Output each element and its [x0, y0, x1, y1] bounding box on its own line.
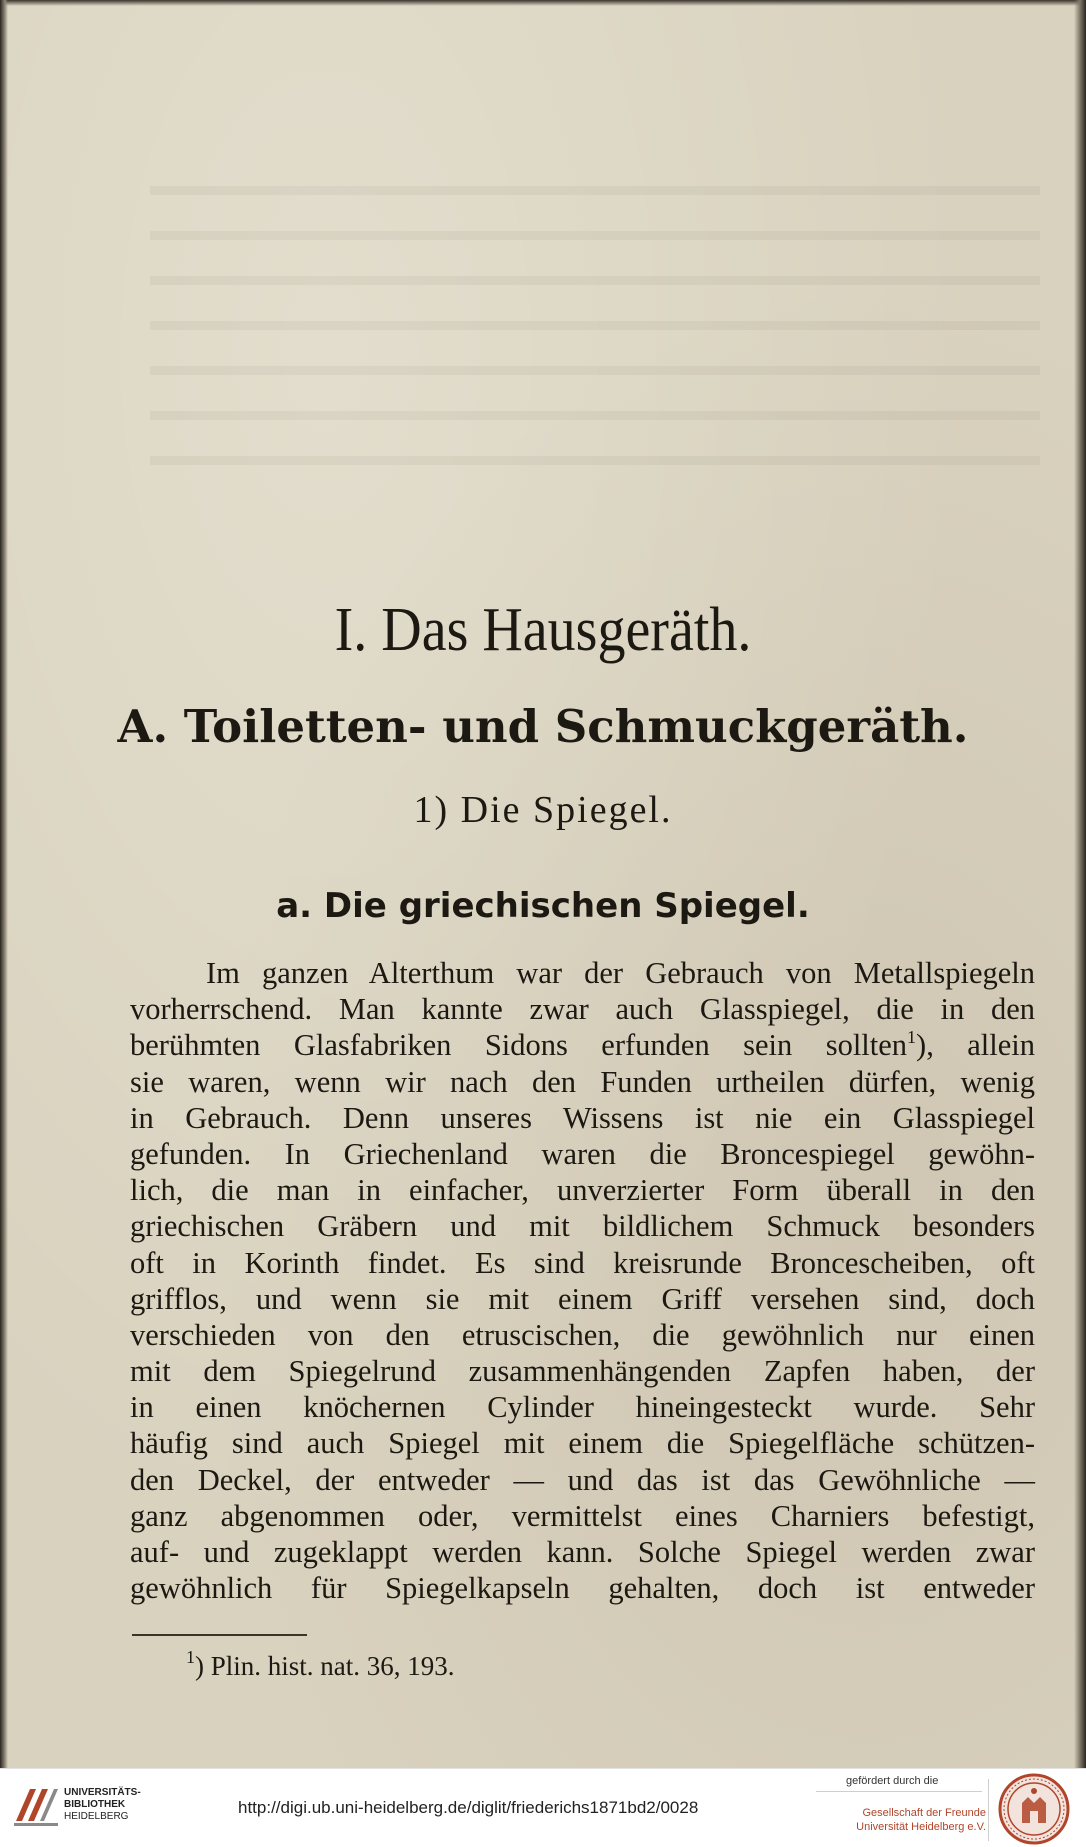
- section-heading: A. Toiletten- und Schmuckgeräth.: [117, 700, 969, 753]
- body-line: den Deckel, der entweder — und das ist das Gewöhnliche —: [130, 1462, 1035, 1497]
- footnote-text: ) Plin. hist. nat. 36, 193.: [195, 1651, 455, 1681]
- body-line: griechischen Gräbern und mit bildlichem Schmuck besonders: [130, 1209, 1035, 1244]
- body-line: sie waren, wenn wir nach den Funden urtheilen dürfen, wenig: [130, 1064, 1035, 1099]
- subsection-heading: 1) Die Spiegel.: [413, 789, 673, 831]
- body-line: verschieden von den etruscischen, die gewöhnlich nur einen: [130, 1317, 1035, 1352]
- body-line-tail: ), allein: [916, 1028, 1035, 1063]
- sponsor-divider: [988, 1779, 989, 1841]
- body-text: [130, 955, 1035, 1606]
- library-footer-bar: [0, 1768, 1086, 1847]
- sponsor-rule: [816, 1791, 982, 1792]
- body-line: gefunden. In Griechenland waren die Broncespiegel gewöhn-: [130, 1136, 1035, 1171]
- body-line: in einen knöchernen Cylinder hineingesteckt wurde. Sehr: [130, 1390, 1035, 1425]
- page-left-edge: [0, 0, 8, 1768]
- university-seal-icon[interactable]: [998, 1773, 1070, 1845]
- page-right-edge: [1074, 0, 1086, 1768]
- library-name-line-1: UNIVERSITÄTS-: [64, 1787, 141, 1798]
- body-line: ganz abgenommen oder, vermittelst eines Charniers befestigt,: [130, 1498, 1035, 1533]
- page-top-edge: [0, 0, 1086, 6]
- footnote-divider: [132, 1634, 307, 1636]
- library-name-line-3: HEIDELBERG: [64, 1811, 129, 1822]
- body-line: in Gebrauch. Denn unseres Wissens ist nie ein Glasspiegel: [130, 1100, 1035, 1135]
- permalink-url[interactable]: http://digi.ub.uni-heidelberg.de/diglit/friederichs1871bd2/0028: [238, 1798, 699, 1817]
- footnote: [186, 1647, 455, 1682]
- body-line: grifflos, und wenn sie mit einem Griff versehen sind, doch: [130, 1281, 1035, 1316]
- bleed-through-shadow: [150, 150, 1040, 450]
- body-line-with-footnote: [130, 1027, 1035, 1063]
- body-line-text: berühmten Glasfabriken Sidons erfunden sein sollten: [130, 1028, 908, 1063]
- subsubsection-heading: a. Die griechischen Spiegel.: [276, 886, 810, 926]
- body-line: lich, die man in einfacher, unverzierter Form überall in den: [130, 1173, 1035, 1208]
- footnote-reference[interactable]: 1: [907, 1027, 917, 1048]
- chapter-heading: I. Das Hausgeräth.: [334, 595, 752, 665]
- sponsor-label: gefördert durch die: [846, 1775, 939, 1787]
- body-line: Im ganzen Alterthum war der Gebrauch von Metallspiegeln: [206, 956, 1035, 990]
- body-line: oft in Korinth findet. Es sind kreisrunde Broncescheiben, oft: [130, 1245, 1035, 1280]
- body-line: mit dem Spiegelrund zusammenhängenden Zapfen haben, der: [130, 1354, 1035, 1389]
- body-line: auf- und zugeklappt werden kann. Solche Spiegel werden zwar: [130, 1535, 1035, 1569]
- university-library-logo-icon[interactable]: [10, 1781, 60, 1831]
- sponsor-name-line-2[interactable]: Universität Heidelberg e.V.: [856, 1821, 986, 1833]
- body-line: häufig sind auch Spiegel mit einem die Spiegelfläche schützen-: [130, 1426, 1035, 1461]
- footnote-mark: 1: [186, 1647, 195, 1667]
- library-name-line-2: BIBLIOTHEK: [64, 1799, 126, 1810]
- body-line: vorherrschend. Man kannte zwar auch Glasspiegel, die in den: [130, 992, 1035, 1027]
- body-line: gewöhnlich für Spiegelkapseln gehalten, doch ist entweder: [130, 1571, 1035, 1606]
- sponsor-name-line-1[interactable]: Gesellschaft der Freunde: [862, 1807, 986, 1819]
